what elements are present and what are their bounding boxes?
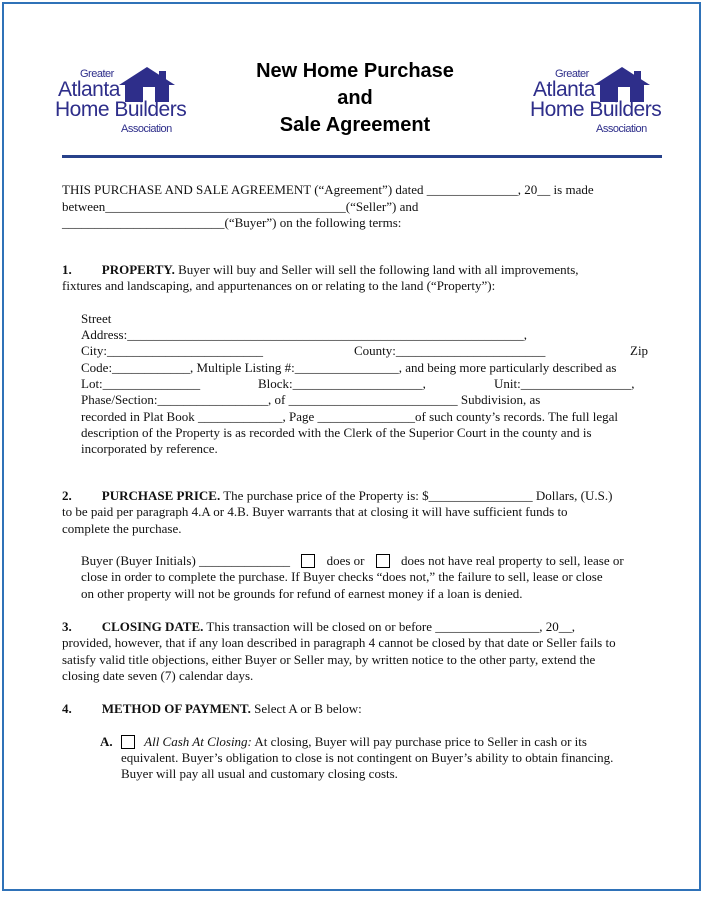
logo-atlanta: Atlanta xyxy=(533,78,595,101)
section-2-heading: 2. PURCHASE PRICE. The purchase price of the Property is: $________________ Dollars, (U.S.) xyxy=(62,488,613,503)
county-field: County:_______________________ xyxy=(354,343,546,358)
plat-line: recorded in Plat Book _____________, Page _______________of such county’s records. The full legal xyxy=(81,409,619,424)
zip-label: Zip xyxy=(630,343,649,358)
phase-line: Phase/Section:_________________, of __________________________ Subdivision, as xyxy=(81,392,541,407)
logo-association: Association xyxy=(596,123,647,135)
logo-association: Association xyxy=(121,123,172,135)
section-2-line-2: to be paid per paragraph 4.A or 4.B. Buyer warrants that at closing it will have sufficient funds to xyxy=(62,504,568,519)
section-1-line-2: fixtures and landscaping, and appurtenances on or relating to the land (“Property”): xyxy=(62,278,496,293)
section-3-line-4: closing date seven (7) calendar days. xyxy=(62,668,254,683)
section-3-line-2: provided, however, that if any loan described in paragraph 4 cannot be closed by that date or Seller fails to xyxy=(62,635,616,650)
intro-line-3: _________________________(“Buyer”) on the following terms: xyxy=(62,215,402,230)
lot-field: Lot:_______________ xyxy=(81,376,201,391)
section-2-para-line-3: on other property will not be grounds for refund of earnest money if a loan is denied. xyxy=(81,586,523,601)
page-title: New Home Purchase and Sale Agreement xyxy=(256,60,454,136)
section-1-heading: 1. PROPERTY. Buyer will buy and Seller will sell the following land with all improvements, xyxy=(62,262,579,277)
option-a-line-3: Buyer will pay all usual and customary closing costs. xyxy=(121,766,398,781)
city-field: City:________________________ xyxy=(81,343,264,358)
logo-greater: Greater xyxy=(80,68,114,80)
all-cash-checkbox[interactable] xyxy=(121,735,135,749)
section-3-line-3: satisfy valid title objections, either Buyer or Seller may, by written notice to the other party, extend the xyxy=(62,652,596,667)
section-4-heading: 4. METHOD OF PAYMENT. Select A or B below: xyxy=(62,701,362,716)
section-2-para-line-2: close in order to complete the purchase. If Buyer checks “does not,” the failure to sell, lease or close xyxy=(81,569,603,584)
does-checkbox[interactable] xyxy=(301,554,315,568)
intro-line-2: between_____________________________________(“Seller”) and xyxy=(62,199,419,214)
street-label: Street xyxy=(81,311,112,326)
block-field: Block:____________________, xyxy=(258,376,426,391)
address-line: Address:_____________________________________________________________, xyxy=(81,327,527,342)
buyer-initials-line: Buyer (Buyer Initials) ______________ does or does not have real property to sell, lease or xyxy=(81,553,624,568)
unit-field: Unit:_________________, xyxy=(494,376,635,391)
logo-left xyxy=(55,65,195,140)
logo-greater: Greater xyxy=(555,68,589,80)
logo-home-builders: Home Builders xyxy=(55,98,187,121)
logo-home-builders: Home Builders xyxy=(530,98,662,121)
logo-atlanta: Atlanta xyxy=(58,78,120,101)
logo-right xyxy=(530,65,670,140)
section-2-line-3: complete the purchase. xyxy=(62,521,182,536)
intro-line-1: THIS PURCHASE AND SALE AGREEMENT (“Agreement”) dated ______________, 20__ is made xyxy=(62,182,594,197)
description-line: description of the Property is as recorded with the Clerk of the Superior Court in the county and is xyxy=(81,425,592,440)
header-divider xyxy=(62,155,662,158)
incorporated-line: incorporated by reference. xyxy=(81,441,218,456)
option-a-line-1: A. All Cash At Closing: At closing, Buyer will pay purchase price to Seller in cash or its xyxy=(100,734,587,749)
does-not-checkbox[interactable] xyxy=(376,554,390,568)
section-3-heading: 3. CLOSING DATE. This transaction will be closed on or before ________________, 20__, xyxy=(62,619,576,634)
option-a-line-2: equivalent. Buyer’s obligation to close is not contingent on Buyer’s ability to obtain financing. xyxy=(121,750,614,765)
code-line: Code:____________, Multiple Listing #:________________, and being more particularly described as xyxy=(81,360,617,375)
